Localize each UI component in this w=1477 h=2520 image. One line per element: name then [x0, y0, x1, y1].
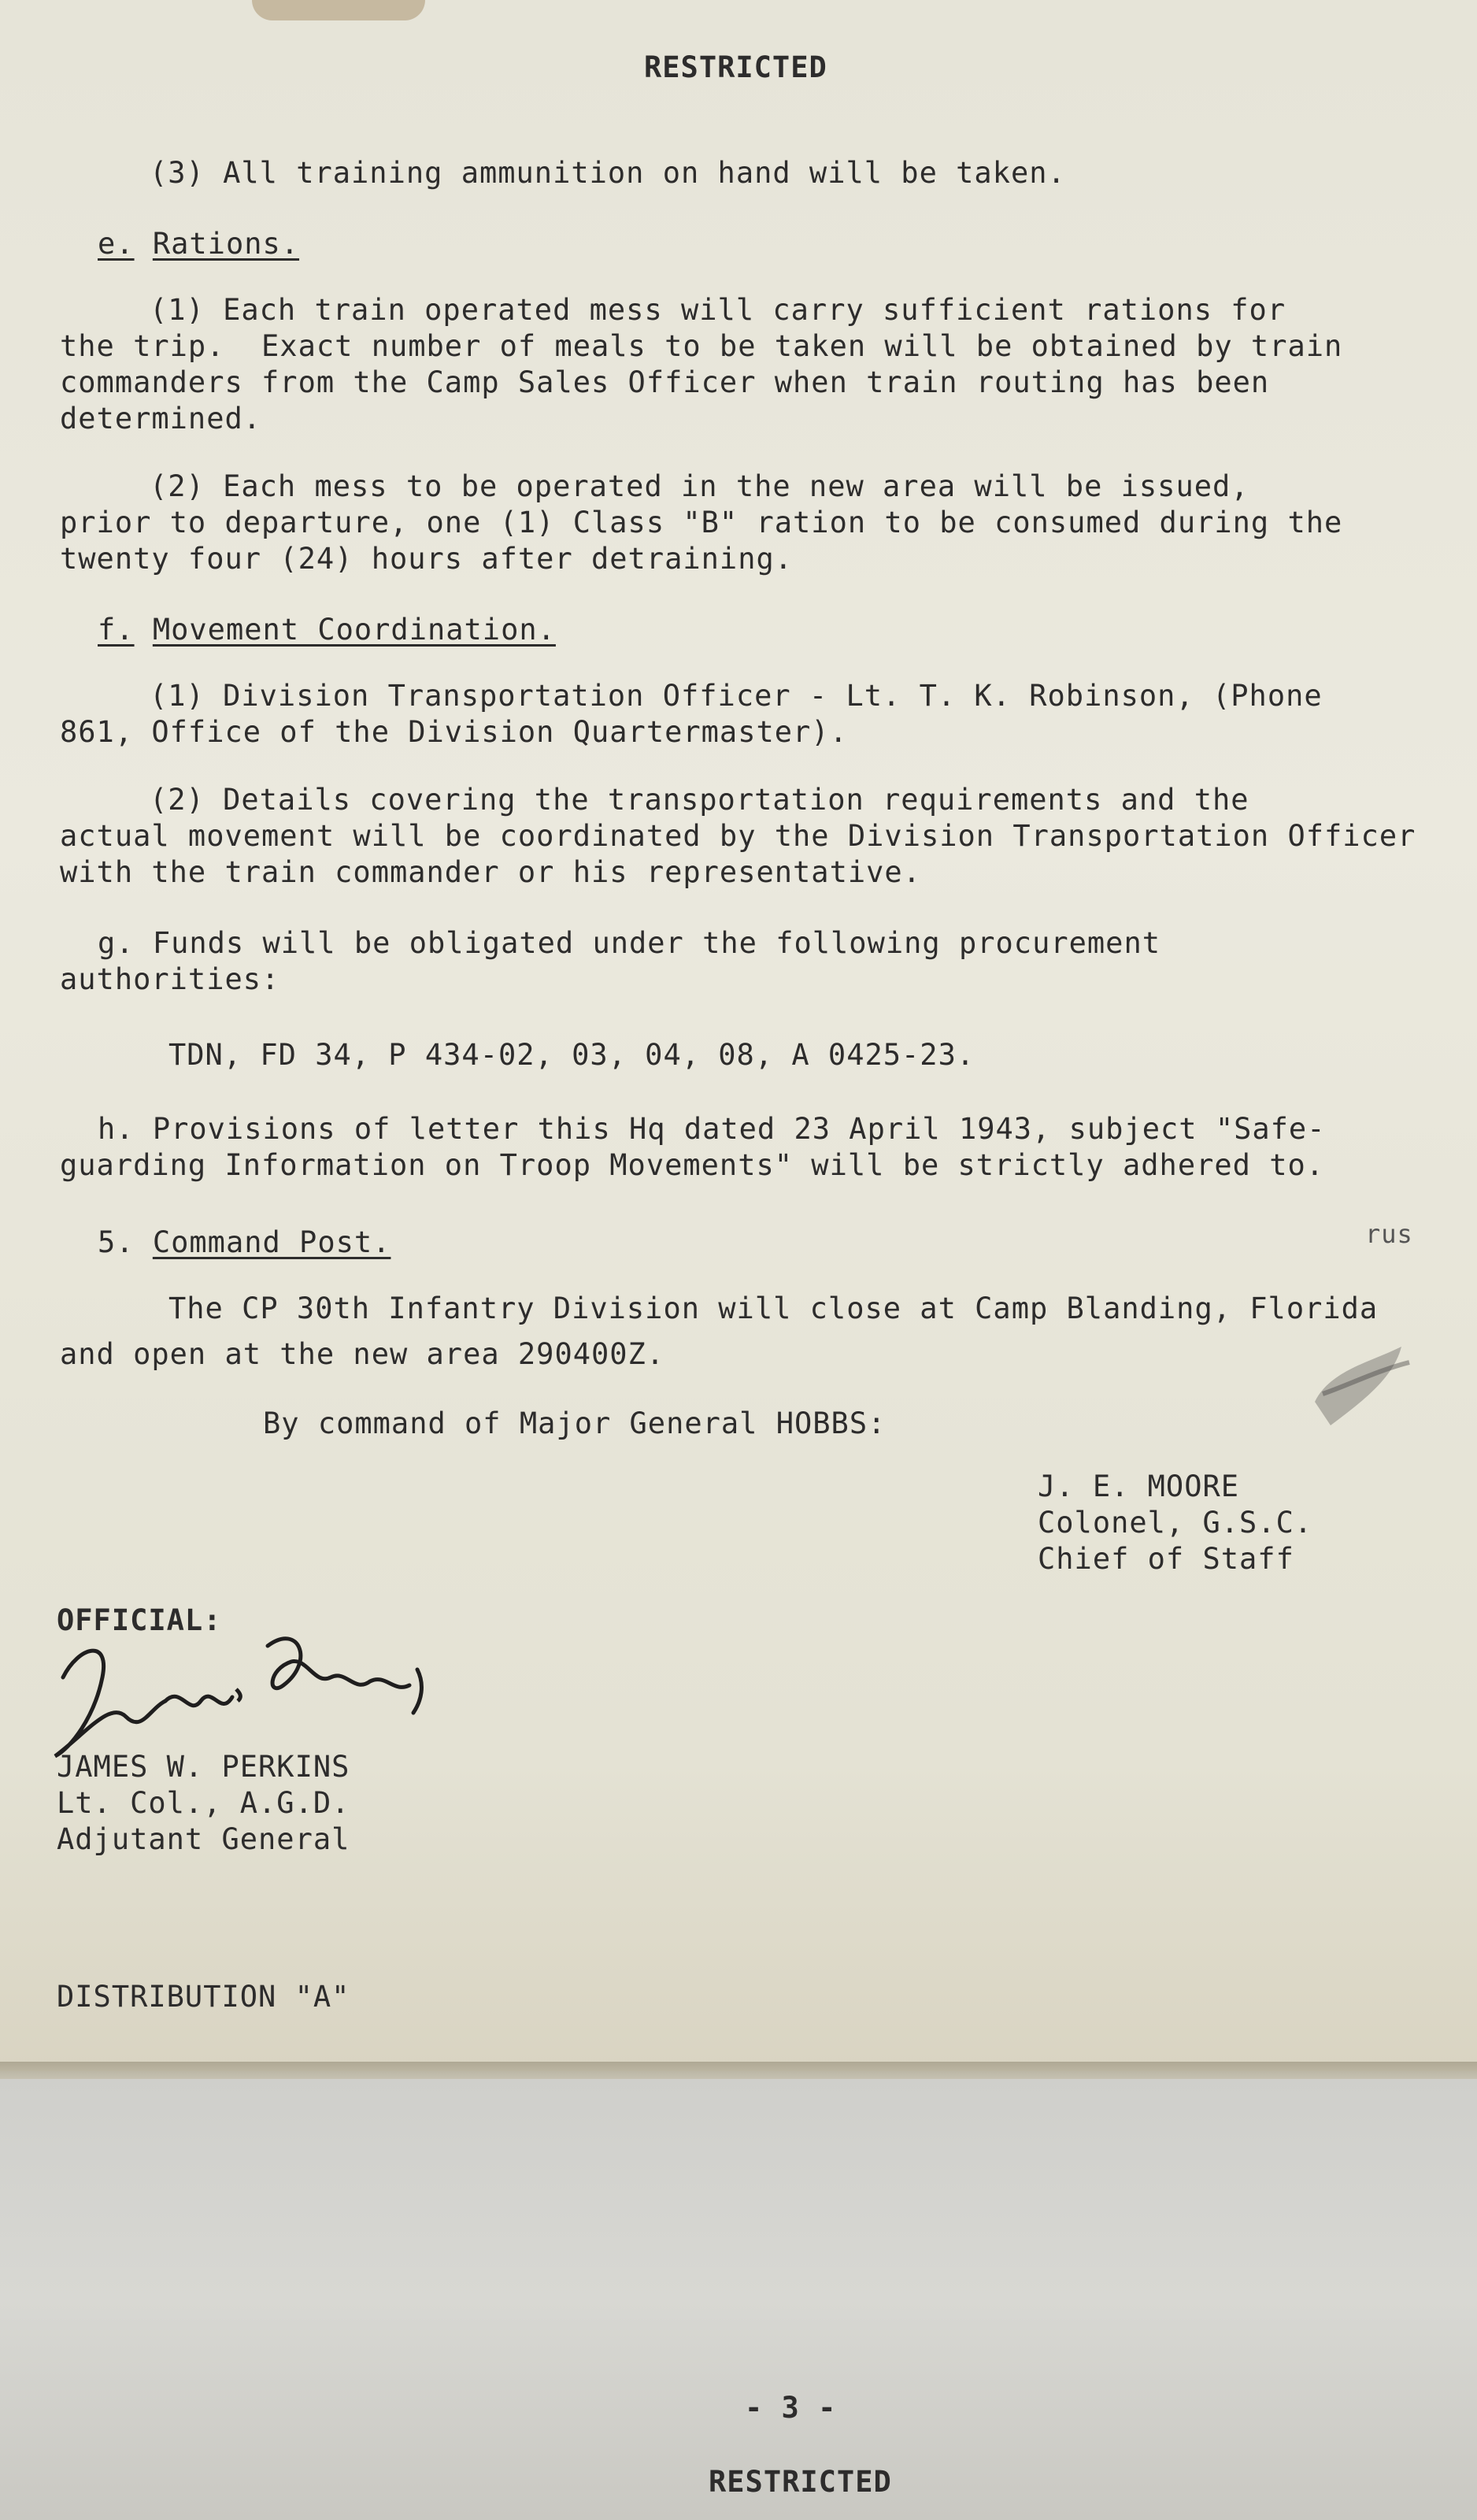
paragraph-f2-line: actual movement will be coordinated by the Division Transportation Officer: [60, 819, 1416, 853]
section-5-title: Command Post.: [152, 1225, 391, 1259]
lower-page-area: [0, 2079, 1477, 2520]
paragraph-d3: (3) All training ammunition on hand will be taken.: [150, 156, 1066, 190]
paragraph-e2-line: prior to departure, one (1) Class "B" ration to be consumed during the: [60, 506, 1343, 539]
section-5-line: and open at the new area 290400Z.: [60, 1337, 665, 1371]
paragraph-f2-line: with the train commander or his representative.: [60, 855, 921, 889]
paragraph-e1-line: the trip. Exact number of meals to be taken will be obtained by train: [60, 329, 1343, 363]
paragraph-e-letter: e.: [98, 227, 135, 261]
procurement-authorities: TDN, FD 34, P 434-02, 03, 04, 08, A 0425-23.: [168, 1038, 975, 1072]
marginal-note: rus: [1365, 1219, 1413, 1249]
official-title: Adjutant General: [57, 1822, 350, 1856]
page-number: - 3 -: [745, 2391, 837, 2425]
official-name: JAMES W. PERKINS: [57, 1750, 350, 1784]
paragraph-f-letter: f.: [98, 613, 135, 647]
paragraph-e1-line: commanders from the Camp Sales Officer when train routing has been: [60, 365, 1270, 399]
signer-title: Chief of Staff: [1038, 1542, 1294, 1576]
paragraph-e2-line: (2) Each mess to be operated in the new area will be issued,: [150, 469, 1249, 503]
paragraph-e2-line: twenty four (24) hours after detraining.: [60, 542, 794, 576]
paragraph-h-line: h. Provisions of letter this Hq dated 23 April 1943, subject "Safe-: [98, 1112, 1326, 1146]
official-label: OFFICIAL:: [57, 1603, 222, 1637]
distribution-line: DISTRIBUTION "A": [57, 1980, 350, 2014]
section-5-line: The CP 30th Infantry Division will close at Camp Blanding, Florida: [168, 1292, 1379, 1325]
signer-rank: Colonel, G.S.C.: [1038, 1506, 1313, 1540]
command-line: By command of Major General HOBBS:: [263, 1406, 887, 1440]
paragraph-g-line: g. Funds will be obligated under the following procurement: [98, 926, 1161, 960]
ink-smudge: [1299, 1331, 1425, 1441]
paragraph-f2-line: (2) Details covering the transportation requirements and the: [150, 783, 1249, 817]
paragraph-f-title: Movement Coordination.: [152, 613, 556, 647]
section-5-heading: [98, 1225, 391, 1259]
header-classification: RESTRICTED: [644, 50, 827, 84]
paragraph-f1-line: (1) Division Transportation Officer - Lt. T. K. Robinson, (Phone: [150, 679, 1323, 713]
section-5-number: 5.: [98, 1225, 135, 1259]
paragraph-e1-line: determined.: [60, 402, 262, 435]
signer-name: J. E. MOORE: [1038, 1469, 1240, 1503]
paragraph-e-title: Rations.: [152, 227, 300, 261]
paragraph-f-heading: [98, 613, 556, 647]
paragraph-e1-line: (1) Each train operated mess will carry sufficient rations for: [150, 293, 1286, 327]
paragraph-e-heading: [98, 227, 299, 261]
official-rank: Lt. Col., A.G.D.: [57, 1786, 350, 1820]
paragraph-f1-line: 861, Office of the Division Quartermaster).: [60, 715, 848, 749]
footer-classification: RESTRICTED: [709, 2465, 892, 2499]
paragraph-h-line: guarding Information on Troop Movements" will be strictly adhered to.: [60, 1148, 1325, 1182]
paper-corner: [252, 0, 425, 20]
paragraph-g-line: authorities:: [60, 962, 280, 996]
